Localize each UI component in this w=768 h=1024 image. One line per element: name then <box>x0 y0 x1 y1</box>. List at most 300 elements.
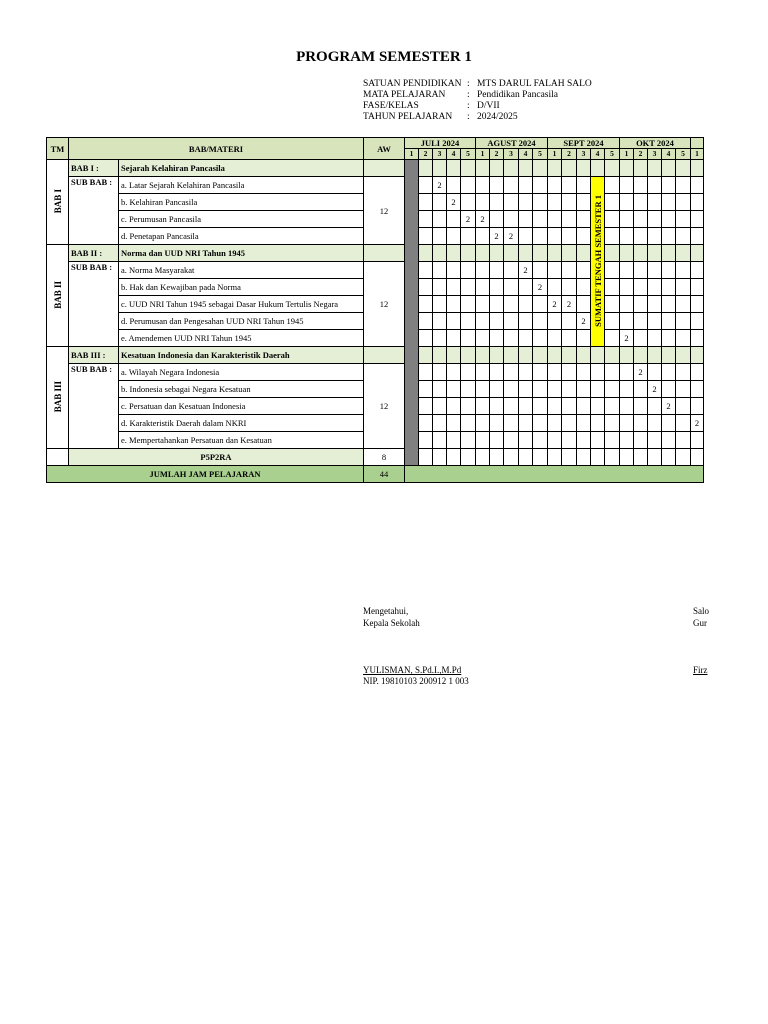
week-cell <box>648 296 662 313</box>
week-cell <box>433 364 447 381</box>
week-cell <box>662 160 676 177</box>
week-cell <box>648 228 662 245</box>
week-cell <box>676 432 691 449</box>
week-cell <box>504 177 519 194</box>
week-cell <box>691 160 704 177</box>
week-cell <box>605 262 620 279</box>
week-cell <box>533 228 548 245</box>
week-cell <box>504 415 519 432</box>
week-cell <box>634 398 648 415</box>
week-cell <box>447 449 461 466</box>
week-cell <box>591 347 605 364</box>
week-cell <box>461 296 476 313</box>
header-week: 1 <box>620 149 634 160</box>
header-week: 5 <box>461 149 476 160</box>
week-cell <box>461 228 476 245</box>
info-label: MATA PELAJARAN <box>363 90 446 100</box>
week-cell <box>605 177 620 194</box>
week-cell <box>634 415 648 432</box>
materi-item: c. Persatuan dan Kesatuan Indonesia <box>119 398 364 415</box>
week-cell <box>591 381 605 398</box>
week-cell <box>662 313 676 330</box>
week-cell <box>691 381 704 398</box>
week-cell <box>519 296 533 313</box>
aw-empty <box>364 245 405 262</box>
week-cell <box>676 177 691 194</box>
info-sep: : <box>467 79 470 89</box>
week-cell <box>620 347 634 364</box>
week-cell <box>676 211 691 228</box>
week-cell <box>662 432 676 449</box>
week-cell <box>634 313 648 330</box>
week-cell <box>548 262 562 279</box>
week-cell <box>433 449 447 466</box>
week-cell <box>447 364 461 381</box>
week-cell <box>533 347 548 364</box>
week-cell <box>447 330 461 347</box>
week-cell <box>605 330 620 347</box>
week-cell <box>548 279 562 296</box>
week-cell <box>562 381 577 398</box>
week-cell <box>605 347 620 364</box>
week-cell <box>519 330 533 347</box>
header-week: 2 <box>634 149 648 160</box>
week-cell <box>490 262 504 279</box>
week-cell <box>620 194 634 211</box>
week-cell <box>691 347 704 364</box>
week-cell <box>634 228 648 245</box>
principal-nip: NIP. 19810103 200912 1 003 <box>363 676 469 686</box>
week-cell <box>634 381 648 398</box>
week-cell <box>648 432 662 449</box>
week-cell <box>548 381 562 398</box>
week-cell <box>461 279 476 296</box>
week-cell <box>519 245 533 262</box>
week-cell <box>476 228 490 245</box>
total-aw: 44 <box>364 466 405 483</box>
week-cell <box>620 177 634 194</box>
week-cell <box>676 449 691 466</box>
materi-item: b. Hak dan Kewajiban pada Norma <box>119 279 364 296</box>
week-cell <box>490 347 504 364</box>
week-cell <box>419 347 433 364</box>
week-cell <box>562 364 577 381</box>
week-cell <box>676 245 691 262</box>
header-month: SEPT 2024 <box>548 138 620 149</box>
week-cell <box>577 262 591 279</box>
week-cell <box>419 364 433 381</box>
week-cell <box>533 415 548 432</box>
week-cell <box>648 245 662 262</box>
materi-item: d. Perumusan dan Pengesahan UUD NRI Tahun 1945 <box>119 313 364 330</box>
week-cell <box>419 449 433 466</box>
header-week: 4 <box>662 149 676 160</box>
tm-empty <box>47 449 69 466</box>
header-week: 1 <box>476 149 490 160</box>
blocked-week <box>405 160 419 466</box>
week-cell <box>548 364 562 381</box>
materi-item: b. Indonesia sebagai Negara Kesatuan <box>119 381 364 398</box>
week-cell <box>419 245 433 262</box>
week-cell <box>577 364 591 381</box>
week-cell <box>490 279 504 296</box>
week-cell <box>490 432 504 449</box>
week-cell <box>476 177 490 194</box>
week-cell <box>533 177 548 194</box>
sumatif-label: SUMATIF TENGAH SEMESTER 1 <box>592 194 603 327</box>
week-cell <box>476 194 490 211</box>
week-cell <box>461 381 476 398</box>
week-cell <box>562 415 577 432</box>
info-sep: : <box>467 101 470 111</box>
info-sep: : <box>467 90 470 100</box>
bab-label: BAB II : <box>69 245 119 262</box>
schedule-hours: 2 <box>519 262 533 279</box>
week-cell <box>419 177 433 194</box>
week-cell <box>490 398 504 415</box>
info-value: Pendidikan Pancasila <box>477 90 558 100</box>
week-cell <box>419 398 433 415</box>
header-week: 5 <box>605 149 620 160</box>
teacher-name: Firz <box>693 665 708 675</box>
materi-item: c. UUD NRI Tahun 1945 sebagai Dasar Hukum Tertulis Negara <box>119 296 364 313</box>
week-cell <box>620 449 634 466</box>
week-cell <box>490 177 504 194</box>
page-title: PROGRAM SEMESTER 1 <box>296 49 472 65</box>
week-cell <box>577 211 591 228</box>
schedule-hours: 2 <box>461 211 476 228</box>
week-cell <box>519 432 533 449</box>
week-cell <box>447 177 461 194</box>
aw-value: 12 <box>364 364 405 449</box>
week-cell <box>504 313 519 330</box>
week-cell <box>533 381 548 398</box>
schedule-hours: 2 <box>433 177 447 194</box>
week-cell <box>562 449 577 466</box>
week-cell <box>676 262 691 279</box>
week-cell <box>691 330 704 347</box>
info-value: D/VII <box>477 101 500 111</box>
week-cell <box>620 364 634 381</box>
week-cell <box>648 330 662 347</box>
tm-label: BAB III <box>52 380 63 413</box>
week-cell <box>433 279 447 296</box>
week-cell <box>691 449 704 466</box>
week-cell <box>620 211 634 228</box>
week-cell <box>433 262 447 279</box>
week-cell <box>648 398 662 415</box>
week-cell <box>476 347 490 364</box>
header-week: 1 <box>548 149 562 160</box>
week-cell <box>577 228 591 245</box>
week-cell <box>504 449 519 466</box>
week-cell <box>662 347 676 364</box>
week-cell <box>476 330 490 347</box>
week-cell <box>504 398 519 415</box>
week-cell <box>605 194 620 211</box>
week-cell <box>662 194 676 211</box>
week-cell <box>648 177 662 194</box>
aw-value: 12 <box>364 177 405 245</box>
week-cell <box>605 381 620 398</box>
week-cell <box>562 313 577 330</box>
week-cell <box>490 449 504 466</box>
week-cell <box>433 160 447 177</box>
week-cell <box>676 364 691 381</box>
week-cell <box>562 398 577 415</box>
week-cell <box>461 449 476 466</box>
week-cell <box>605 432 620 449</box>
week-cell <box>548 432 562 449</box>
week-cell <box>519 381 533 398</box>
tm-label: BAB II <box>52 280 63 309</box>
week-cell <box>662 381 676 398</box>
week-cell <box>461 347 476 364</box>
sig-right-line1: Salo <box>693 606 709 616</box>
week-cell <box>634 279 648 296</box>
week-cell <box>648 160 662 177</box>
week-cell <box>476 160 490 177</box>
week-cell <box>504 194 519 211</box>
week-cell <box>490 194 504 211</box>
week-cell <box>548 313 562 330</box>
week-cell <box>620 262 634 279</box>
week-cell <box>634 296 648 313</box>
schedule-hours: 2 <box>662 398 676 415</box>
week-cell <box>433 381 447 398</box>
week-cell <box>605 245 620 262</box>
header-week: 5 <box>676 149 691 160</box>
header-week: 1 <box>691 149 704 160</box>
week-cell <box>476 432 490 449</box>
week-cell <box>562 194 577 211</box>
aw-empty <box>364 347 405 364</box>
week-cell <box>676 228 691 245</box>
week-cell <box>662 449 676 466</box>
week-cell <box>447 211 461 228</box>
week-cell <box>519 449 533 466</box>
week-cell <box>605 296 620 313</box>
week-cell <box>461 432 476 449</box>
materi-item: c. Perumusan Pancasila <box>119 211 364 228</box>
week-cell <box>605 211 620 228</box>
week-cell <box>476 415 490 432</box>
week-cell <box>620 279 634 296</box>
week-cell <box>577 432 591 449</box>
total-label: JUMLAH JAM PELAJARAN <box>47 466 364 483</box>
week-cell <box>620 398 634 415</box>
week-cell <box>548 228 562 245</box>
week-cell <box>577 177 591 194</box>
week-cell <box>519 364 533 381</box>
week-cell <box>691 296 704 313</box>
week-cell <box>548 415 562 432</box>
week-cell <box>676 415 691 432</box>
week-cell <box>634 160 648 177</box>
week-cell <box>447 228 461 245</box>
week-cell <box>476 296 490 313</box>
week-cell <box>461 313 476 330</box>
week-cell <box>562 211 577 228</box>
week-cell <box>620 160 634 177</box>
header-week: 4 <box>447 149 461 160</box>
week-cell <box>691 313 704 330</box>
week-cell <box>447 347 461 364</box>
week-cell <box>519 211 533 228</box>
week-cell <box>476 313 490 330</box>
week-cell <box>548 398 562 415</box>
info-label: TAHUN PELAJARAN <box>363 112 453 122</box>
sub-bab-label: SUB BAB : <box>69 364 119 449</box>
week-cell <box>648 313 662 330</box>
week-cell <box>533 245 548 262</box>
week-cell <box>461 415 476 432</box>
week-cell <box>476 279 490 296</box>
week-cell <box>504 279 519 296</box>
week-cell <box>562 245 577 262</box>
week-cell <box>562 177 577 194</box>
week-cell <box>519 194 533 211</box>
week-cell <box>419 296 433 313</box>
week-cell <box>634 211 648 228</box>
week-cell <box>419 330 433 347</box>
materi-item: a. Norma Masyarakat <box>119 262 364 279</box>
week-cell <box>519 177 533 194</box>
bab-title: Kesatuan Indonesia dan Karakteristik Daerah <box>119 347 364 364</box>
week-cell <box>577 296 591 313</box>
week-cell <box>648 364 662 381</box>
sub-bab-label: SUB BAB : <box>69 177 119 245</box>
week-cell <box>504 381 519 398</box>
week-cell <box>605 279 620 296</box>
week-cell <box>691 398 704 415</box>
week-cell <box>533 160 548 177</box>
week-cell <box>433 211 447 228</box>
week-cell <box>433 398 447 415</box>
week-cell <box>476 364 490 381</box>
week-cell <box>591 432 605 449</box>
p5p2ra-aw: 8 <box>364 449 405 466</box>
week-cell <box>662 296 676 313</box>
week-cell <box>634 177 648 194</box>
week-cell <box>620 296 634 313</box>
tm-label: BAB I <box>52 188 63 214</box>
week-cell <box>447 279 461 296</box>
week-cell <box>605 228 620 245</box>
header-week: 3 <box>433 149 447 160</box>
materi-item: d. Karakteristik Daerah dalam NKRI <box>119 415 364 432</box>
schedule-hours: 2 <box>504 228 519 245</box>
week-cell <box>605 415 620 432</box>
sumatif-cell <box>591 177 605 347</box>
week-cell <box>490 313 504 330</box>
header-week: 3 <box>504 149 519 160</box>
week-cell <box>676 194 691 211</box>
header-week: 3 <box>648 149 662 160</box>
week-cell <box>634 330 648 347</box>
week-cell <box>490 296 504 313</box>
week-cell <box>548 177 562 194</box>
info-sep: : <box>467 112 470 122</box>
week-cell <box>605 398 620 415</box>
week-cell <box>676 296 691 313</box>
week-cell <box>662 228 676 245</box>
header-week: 2 <box>562 149 577 160</box>
week-cell <box>504 347 519 364</box>
week-cell <box>461 330 476 347</box>
week-cell <box>504 296 519 313</box>
week-cell <box>562 279 577 296</box>
week-cell <box>447 313 461 330</box>
week-cell <box>419 313 433 330</box>
week-cell <box>605 160 620 177</box>
total-fill <box>405 466 704 483</box>
p5p2ra-label: P5P2RA <box>69 449 364 466</box>
week-cell <box>461 194 476 211</box>
aw-value: 12 <box>364 262 405 347</box>
week-cell <box>433 330 447 347</box>
week-cell <box>648 449 662 466</box>
schedule-hours: 2 <box>548 296 562 313</box>
bab-title: Sejarah Kelahiran Pancasila <box>119 160 364 177</box>
sig-left-line1: Mengetahui, <box>363 606 409 616</box>
week-cell <box>447 415 461 432</box>
week-cell <box>620 432 634 449</box>
week-cell <box>577 160 591 177</box>
materi-item: d. Penetapan Pancasila <box>119 228 364 245</box>
week-cell <box>476 262 490 279</box>
week-cell <box>676 160 691 177</box>
week-cell <box>419 262 433 279</box>
week-cell <box>577 279 591 296</box>
week-cell <box>562 262 577 279</box>
week-cell <box>433 228 447 245</box>
week-cell <box>676 398 691 415</box>
schedule-hours: 2 <box>648 381 662 398</box>
week-cell <box>662 364 676 381</box>
week-cell <box>662 177 676 194</box>
week-cell <box>519 160 533 177</box>
week-cell <box>533 330 548 347</box>
week-cell <box>691 279 704 296</box>
week-cell <box>591 449 605 466</box>
week-cell <box>691 228 704 245</box>
week-cell <box>577 347 591 364</box>
tm-cell <box>47 160 69 245</box>
schedule-hours: 2 <box>447 194 461 211</box>
week-cell <box>605 313 620 330</box>
week-cell <box>676 279 691 296</box>
week-cell <box>433 432 447 449</box>
week-cell <box>419 415 433 432</box>
week-cell <box>504 432 519 449</box>
materi-item: a. Wilayah Negara Indonesia <box>119 364 364 381</box>
bab-label: BAB I : <box>69 160 119 177</box>
week-cell <box>533 449 548 466</box>
week-cell <box>634 347 648 364</box>
sig-right-line2: Gur <box>693 618 707 628</box>
week-cell <box>461 262 476 279</box>
week-cell <box>490 160 504 177</box>
week-cell <box>648 279 662 296</box>
week-cell <box>504 262 519 279</box>
week-cell <box>447 262 461 279</box>
schedule-hours: 2 <box>562 296 577 313</box>
week-cell <box>433 415 447 432</box>
week-cell <box>577 415 591 432</box>
week-cell <box>419 381 433 398</box>
week-cell <box>577 194 591 211</box>
